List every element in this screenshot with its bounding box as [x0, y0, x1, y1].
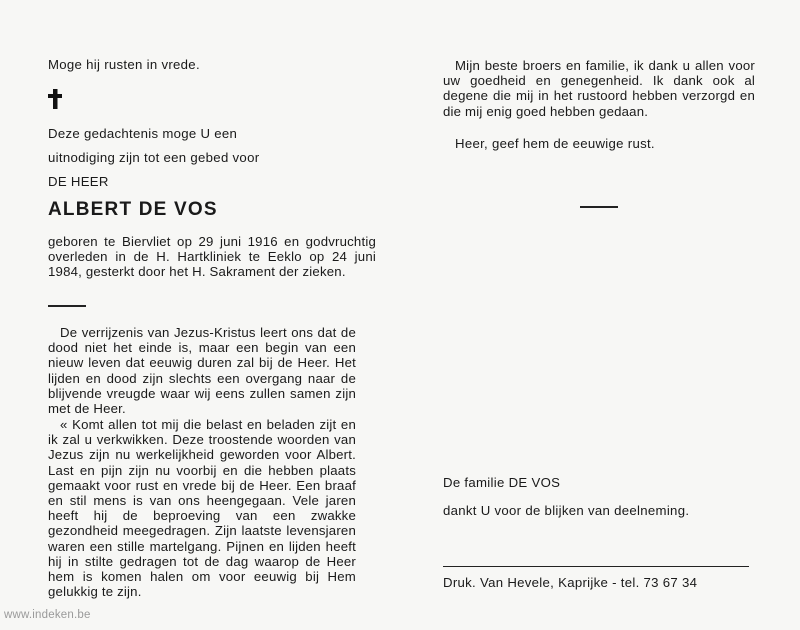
dedication-line-2: uitnodiging zijn tot een gebed voor	[48, 150, 260, 165]
family-line: De familie DE VOS	[443, 475, 561, 490]
deceased-name: ALBERT DE VOS	[48, 199, 218, 220]
divider-right	[580, 206, 618, 208]
latin-cross-icon	[48, 89, 62, 114]
printer-divider	[443, 566, 749, 567]
prayer-line: Heer, geef hem de eeuwige rust.	[455, 136, 655, 151]
title-line: DE HEER	[48, 174, 109, 189]
divider-left	[48, 305, 86, 307]
dedication-line-1: Deze gedachtenis moge U een	[48, 126, 238, 141]
paragraph-scripture: « Komt allen tot mij die belast en beladen zijt en ik zal u verkwikken. Deze troostende woorden van Jezus zijn nu werkelijkheid geworden voor Albert. Last en pijn zijn nu voorbij en die hebben plaats gemaakt voor rust en vrede bij de Heer. Een braaf en stil mens is van ons heengegaan. Vele jaren heeft hij de beproeving van een zwakke gezondheid meegedragen. Zijn laatste levensjaren waren een stille martelgang. Pijnen en lijden heeft hij in stilte gedragen tot de dag waarop de Heer hem is komen halen om voor eeuwig bij Hem gelukkig te zijn.	[48, 417, 356, 600]
biography: geboren te Biervliet op 29 juni 1916 en godvruchtig overleden in de H. Hartkliniek te Eeklo op 24 juni 1984, gesterkt door het H. Sakrament der zieken.	[48, 234, 376, 280]
site-watermark: www.indeken.be	[4, 609, 91, 621]
paragraph-resurrection: De verrijzenis van Jezus-Kristus leert ons dat de dood niet het einde is, maar een begin van een nieuw leven dat eeuwig duren zal bij de Heer. Het lijden en dood zijn slechts een overgang naar de blijvende vreugde waar wij eens zullen samen zijn met de Heer.	[48, 325, 356, 417]
thanks-paragraph: Mijn beste broers en familie, ik dank u allen voor uw goedheid en genegenheid. Ik dank ook al degene die mij in het rustoord hebben verzorgd en die mij enig goed hebben gedaan.	[443, 58, 755, 119]
intro-line: Moge hij rusten in vrede.	[48, 57, 200, 72]
printer-line: Druk. Van Hevele, Kaprijke - tel. 73 67 34	[443, 575, 698, 590]
family-thanks-line: dankt U voor de blijken van deelneming.	[443, 503, 690, 518]
